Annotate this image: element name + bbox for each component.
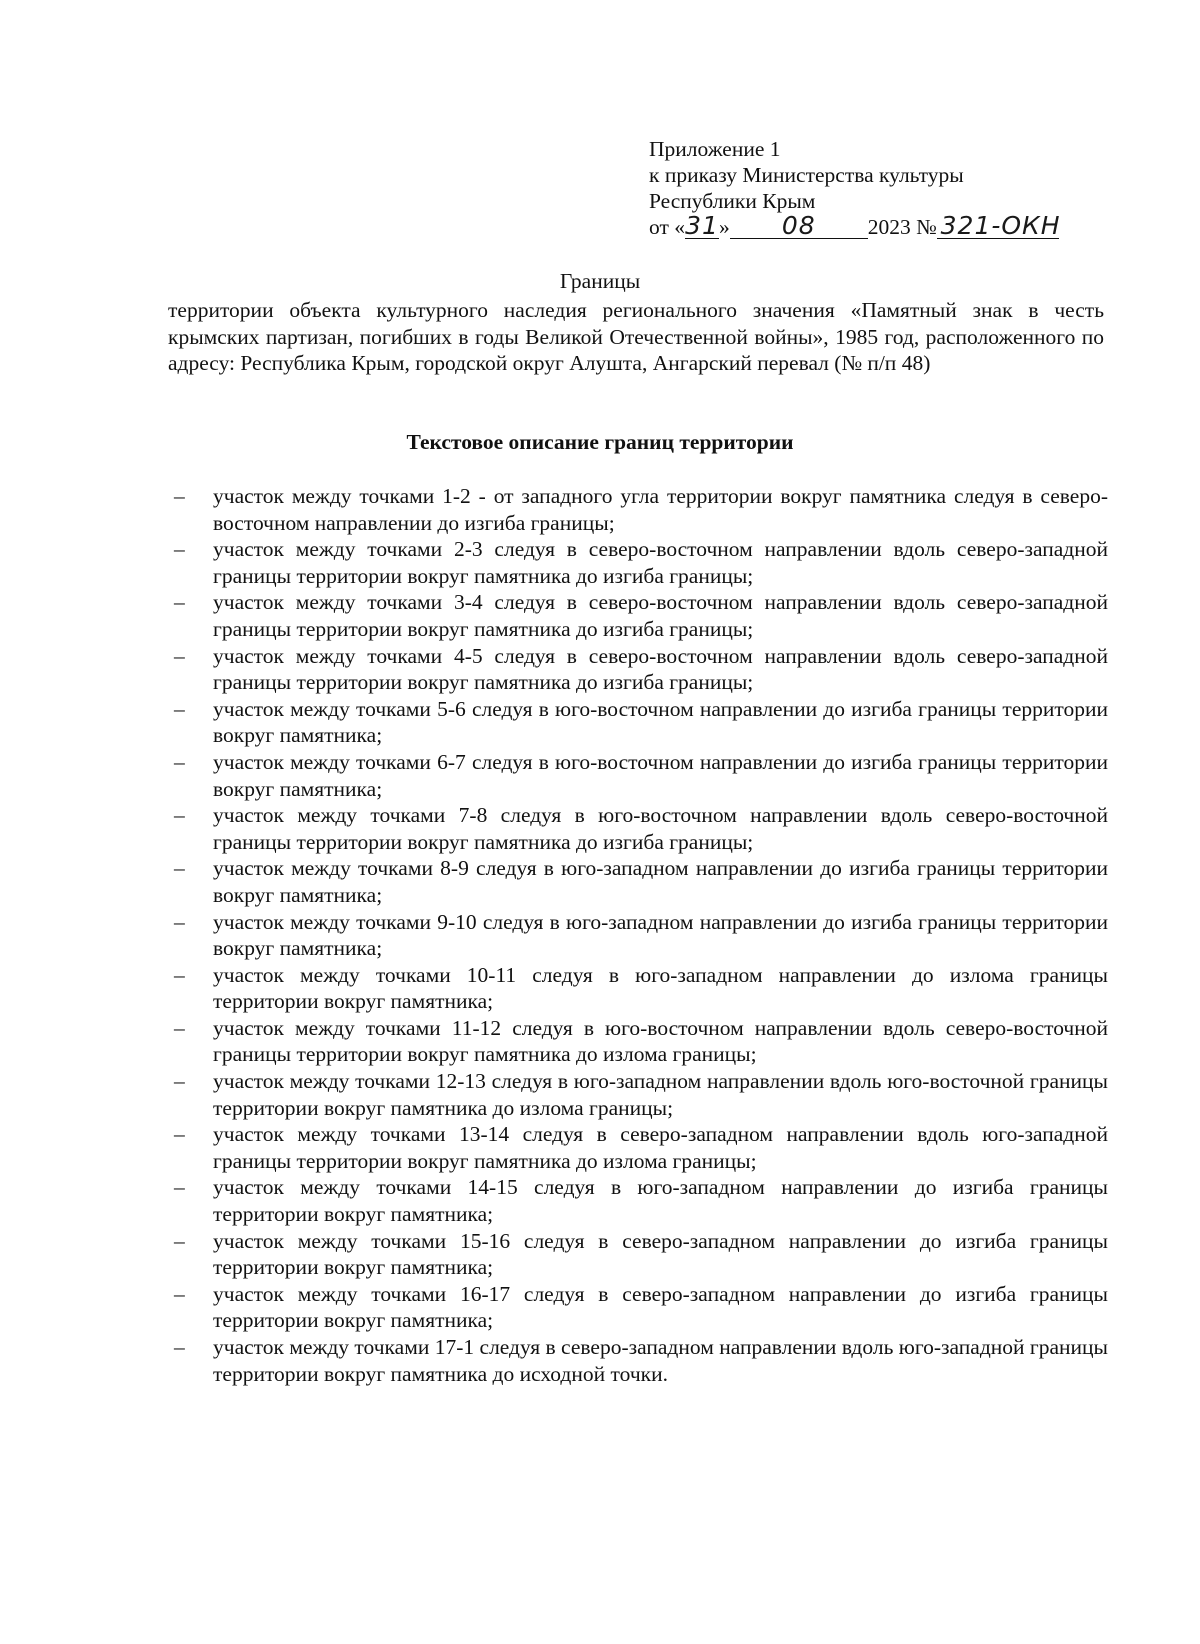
list-dash: – (174, 1122, 185, 1147)
section-heading: Текстовое описание границ территории (406, 430, 794, 454)
list-item (0, 962, 1200, 1015)
segment-text: участок между точками 8-9 следуя в юго-западном направлении до изгиба границы территории вокруг памятника; (213, 856, 1108, 907)
list-dash: – (174, 1069, 185, 1094)
handwritten-day: 31 (685, 211, 719, 240)
list-dash: – (174, 484, 185, 508)
segment-text: участок между точками 15-16 следуя в северо-западном направлении до изгиба границы территории вокруг памятника; (213, 1228, 1108, 1280)
list-dash: – (174, 537, 185, 562)
segment-text: участок между точками 14-15 следуя в юго-западном направлении до изгиба границы территории вокруг памятника; (213, 1175, 1108, 1227)
list-dash: – (174, 803, 185, 828)
order-number-field (937, 211, 1061, 240)
handwritten-order-number: 321-ОКН (940, 211, 1061, 240)
appendix-republic: Республики Крым (649, 189, 816, 213)
list-dash: – (174, 696, 185, 721)
list-item (0, 643, 1200, 696)
segment-text: участок между точками 4-5 следуя в северо-восточном направлении вдоль северо-западной границы территории вокруг памятника до изгиба границы; (213, 643, 1108, 695)
segment-text: участок между точками 13-14 следуя в северо-западном направлении вдоль юго-западной границы территории вокруг памятника до излома границы; (213, 1122, 1108, 1173)
list-item (0, 1281, 1200, 1334)
list-dash: – (174, 1015, 185, 1040)
list-dash: – (174, 962, 185, 987)
list-item (0, 1068, 1200, 1121)
list-item (0, 589, 1200, 642)
segment-text: участок между точками 16-17 следуя в северо-западном направлении до изгиба границы территории вокруг памятника; (213, 1281, 1108, 1333)
list-item (0, 855, 1200, 908)
segment-text: участок между точками 5-6 следуя в юго-восточном направлении до изгиба границы территории вокруг памятника; (213, 696, 1108, 748)
list-item (0, 536, 1200, 589)
list-dash: – (174, 1281, 185, 1306)
segment-text: участок между точками 2-3 следуя в северо-восточном направлении вдоль северо-западной границы территории вокруг памятника до изгиба границы; (213, 537, 1108, 588)
segment-text: участок между точками 3-4 следуя в северо-восточном направлении вдоль северо-западной границы территории вокруг памятника до изгиба границы; (213, 590, 1108, 641)
date-day-field (685, 211, 719, 240)
list-dash: – (174, 909, 185, 934)
segment-text: участок между точками 6-7 следуя в юго-восточном направлении до изгиба границы территории вокруг памятника; (213, 749, 1108, 801)
segment-text: участок между точками 1-2 - от западного угла территории вокруг памятника следуя в северо-восточном направлении до изгиба границы; (213, 484, 1108, 535)
handwritten-month: 08 (781, 211, 816, 240)
list-item (0, 909, 1200, 962)
date-from-label: от « (649, 215, 685, 239)
list-dash: – (174, 856, 185, 881)
list-item (0, 1174, 1200, 1227)
boundary-segments-list (0, 483, 1200, 1387)
list-dash: – (174, 749, 185, 774)
list-item (0, 749, 1200, 802)
appendix-date-number-line (649, 211, 1169, 240)
order-year-label: 2023 № (867, 215, 937, 239)
list-item (0, 1015, 1200, 1068)
appendix-order-ref: к приказу Министерства культуры (649, 163, 964, 187)
date-month-field (730, 211, 868, 240)
segment-text: участок между точками 10-11 следуя в юго-западном направлении до излома границы территории вокруг памятника; (213, 962, 1108, 1014)
list-item (0, 1228, 1200, 1281)
list-item (0, 1334, 1200, 1387)
segment-text: участок между точками 11-12 следуя в юго-восточном направлении вдоль северо-восточной границы территории вокруг памятника до излома границы; (213, 1015, 1108, 1067)
appendix-number: Приложение 1 (649, 137, 781, 161)
appendix-reference (649, 136, 1169, 240)
list-item (0, 1121, 1200, 1174)
list-dash: – (174, 1175, 185, 1200)
segment-text: участок между точками 12-13 следуя в юго-западном направлении вдоль юго-восточной границы территории вокруг памятника до излома границы; (213, 1069, 1108, 1120)
list-item (0, 802, 1200, 855)
document-title: Границы (559, 269, 641, 293)
segment-text: участок между точками 9-10 следуя в юго-западном направлении до изгиба границы территории вокруг памятника; (213, 909, 1108, 961)
list-dash: – (174, 1335, 185, 1359)
list-dash: – (174, 643, 185, 668)
list-dash: – (174, 1228, 185, 1253)
date-day-close: » (719, 215, 730, 239)
list-item (0, 483, 1200, 536)
segment-text: участок между точками 7-8 следуя в юго-восточном направлении вдоль северо-восточной границы территории вокруг памятника до изгиба границы; (213, 803, 1108, 854)
segment-text: участок между точками 17-1 следуя в северо-западном направлении вдоль юго-западной границы территории вокруг памятника до исходной точки. (213, 1335, 1108, 1386)
list-item (0, 696, 1200, 749)
document-subtitle: территории объекта культурного наследия регионального значения «Памятный знак в честь крымских партизан, погибших в годы Великой Отечественной войны», 1985 год, расположенного по адресу: Республика Крым, городской округ Алушта, Ангарский перевал (№ п/п 48) (168, 298, 1104, 375)
list-dash: – (174, 590, 185, 615)
